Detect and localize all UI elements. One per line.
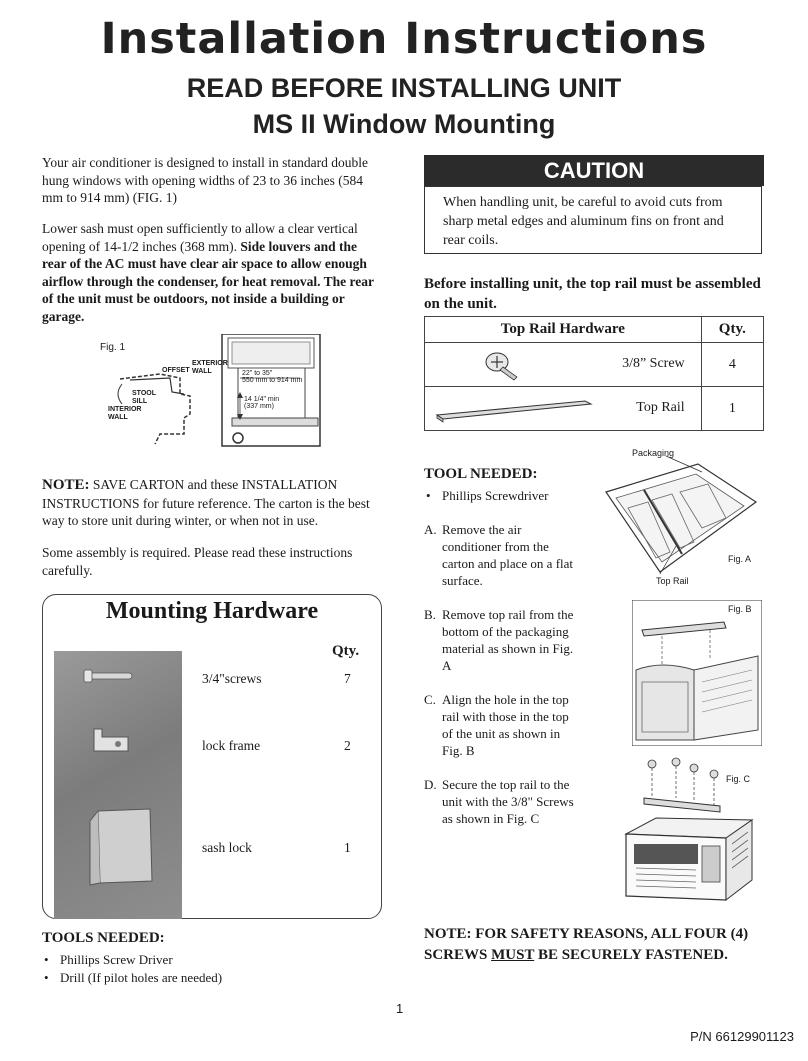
note-text: SAVE CARTON and these INSTALLATION INSTRUCTIONS for future reference. The carton is the best way to store unit during winter, or when not in use. xyxy=(42,477,370,528)
list-item: • Phillips Screwdriver xyxy=(424,487,549,505)
table-cell-qty: 4 xyxy=(701,343,763,387)
fig1-offset: OFFSET xyxy=(162,367,190,374)
table-row xyxy=(425,343,764,387)
hardware-photo-svg xyxy=(54,651,182,919)
note-save-carton xyxy=(42,476,382,530)
safety-note xyxy=(424,924,764,966)
fig1-interior-wall xyxy=(108,406,141,422)
table-cell-screw xyxy=(425,343,702,387)
top-rail-label: Top Rail xyxy=(656,576,689,586)
table-header-qty: Qty. xyxy=(701,317,763,343)
screw-icon xyxy=(648,758,718,806)
table-header-item: Top Rail Hardware xyxy=(425,317,702,343)
tool-needed-list xyxy=(424,487,549,505)
safety-text-before: NOTE: FOR SAFETY REASONS, ALL FOUR (4) SCREWS xyxy=(424,926,749,963)
figure-1 xyxy=(100,334,330,454)
fig-b-label: Fig. B xyxy=(728,604,752,614)
tools-needed-heading: TOOLS NEEDED: xyxy=(42,930,165,946)
caution-text: When handling unit, be careful to avoid cuts from sharp metal edges and aluminum fins on front and rear coils. xyxy=(424,186,762,254)
assembly-text: Some assembly is required. Please read these instructions carefully. xyxy=(42,545,353,578)
mounting-item-qty: 1 xyxy=(344,840,351,855)
step-c xyxy=(424,691,574,759)
fig1-width-mm: 550 mm to 914 mm xyxy=(242,377,303,384)
page-number: 1 xyxy=(396,1001,404,1016)
fig1-height-min: 14 1/4" min xyxy=(244,396,280,403)
table-cell-rail xyxy=(425,387,702,431)
table-cell-qty: 1 xyxy=(701,387,763,431)
fig1-width xyxy=(242,370,302,384)
mounting-item-name: 3/4"screws xyxy=(202,671,262,686)
subtitle-read-before: READ BEFORE INSTALLING UNIT xyxy=(186,73,622,103)
screw-icon xyxy=(483,349,523,383)
fig1-height xyxy=(244,396,279,410)
step-b xyxy=(424,606,574,674)
fig1-wall-label: WALL xyxy=(192,368,212,375)
fig1-interior-label: INTERIOR xyxy=(108,406,142,413)
table-row xyxy=(425,387,764,431)
figure-a xyxy=(598,446,762,592)
fig1-width-range: 22" to 35" xyxy=(242,370,273,377)
intro-p2-normal: Lower sash must open sufficiently to allow a clear vertical opening of 14-1/2 inches (368 mm). xyxy=(42,221,358,254)
intro-paragraph-1: Your air conditioner is designed to install in standard double hung windows with opening widths of 23 to 36 inches (584 mm to 914 mm) (FIG. 1) xyxy=(42,155,368,205)
screw-icon xyxy=(84,670,132,682)
packaging-label: Packaging xyxy=(632,448,675,458)
top-rail-table xyxy=(424,316,764,431)
subtitle-mounting: MS II Window Mounting xyxy=(252,109,556,139)
note-label: NOTE: xyxy=(42,477,90,493)
rail-label: Top Rail xyxy=(636,400,685,415)
intro-p2-bold: Side louvers and the rear of the AC must have clear air space to allow enough airflow through the condenser, for heat removal. The rear of the unit must be outdoors, not inside a building or garage. xyxy=(42,238,374,324)
step-label: A. xyxy=(424,522,437,537)
step-text: Align the hole in the top rail with those in the top of the unit as shown in Fig. B xyxy=(442,692,569,758)
step-label: D. xyxy=(424,777,437,792)
page-title: Installation Instructions xyxy=(100,14,708,64)
top-rail-icon xyxy=(435,395,595,423)
tool-needed-heading: TOOL NEEDED: xyxy=(424,466,538,482)
fig1-exterior-label: EXTERIOR xyxy=(192,360,228,367)
fig1-sill-label: SILL xyxy=(132,398,148,405)
fig1-exterior-wall xyxy=(192,360,228,376)
fig-a-label: Fig. A xyxy=(728,554,752,564)
list-item: • Drill (If pilot holes are needed) xyxy=(42,969,222,987)
tools-needed-list xyxy=(42,951,222,987)
fig1-interior-wall-label: WALL xyxy=(108,414,128,421)
packaging-diagram xyxy=(598,446,762,592)
step-text: Remove top rail from the bottom of the packaging material as shown in Fig. A xyxy=(442,607,574,673)
sash-lock-icon xyxy=(90,809,152,885)
step-label: B. xyxy=(424,607,436,622)
lock-frame-icon xyxy=(94,729,128,751)
safety-text-after: BE SECURELY FASTENED. xyxy=(534,947,728,963)
mounting-item-qty: 2 xyxy=(344,738,351,753)
mounting-qty-header: Qty. xyxy=(332,643,360,659)
fig1-height-mm: (337 mm) xyxy=(244,403,274,410)
intro-paragraph-2 xyxy=(42,220,382,325)
part-number: P/N 66129901123 xyxy=(690,1029,794,1044)
figure-c xyxy=(616,756,764,904)
fig1-stool-sill xyxy=(132,390,156,406)
fig1-label: Fig. 1 xyxy=(100,342,126,353)
mounting-item-name: lock frame xyxy=(202,738,261,753)
fig-c-label: Fig. C xyxy=(726,774,751,784)
before-installing-text: Before installing unit, the top rail must be assembled on the unit. xyxy=(424,276,761,312)
step-label: C. xyxy=(424,692,436,707)
screw-label: 3/8” Screw xyxy=(622,356,685,371)
mounting-item-qty: 7 xyxy=(344,671,351,686)
mounting-hardware-title: Mounting Hardware xyxy=(105,598,319,624)
mounting-item-name: sash lock xyxy=(202,840,252,855)
hardware-photo xyxy=(54,651,182,919)
rail-alignment-diagram xyxy=(632,600,762,746)
step-text: Remove the air conditioner from the carton and place on a flat surface. xyxy=(442,522,574,588)
caution-heading: CAUTION xyxy=(424,155,764,186)
step-d xyxy=(424,776,574,827)
figure-b xyxy=(632,600,762,746)
step-text: Secure the top rail to the unit with the 3/8" Screws as shown in Fig. C xyxy=(442,777,574,826)
step-a xyxy=(424,521,574,589)
list-item: • Phillips Screw Driver xyxy=(42,951,222,969)
fig1-stool-label: STOOL xyxy=(132,390,156,397)
safety-text-underlined: MUST xyxy=(491,947,535,963)
